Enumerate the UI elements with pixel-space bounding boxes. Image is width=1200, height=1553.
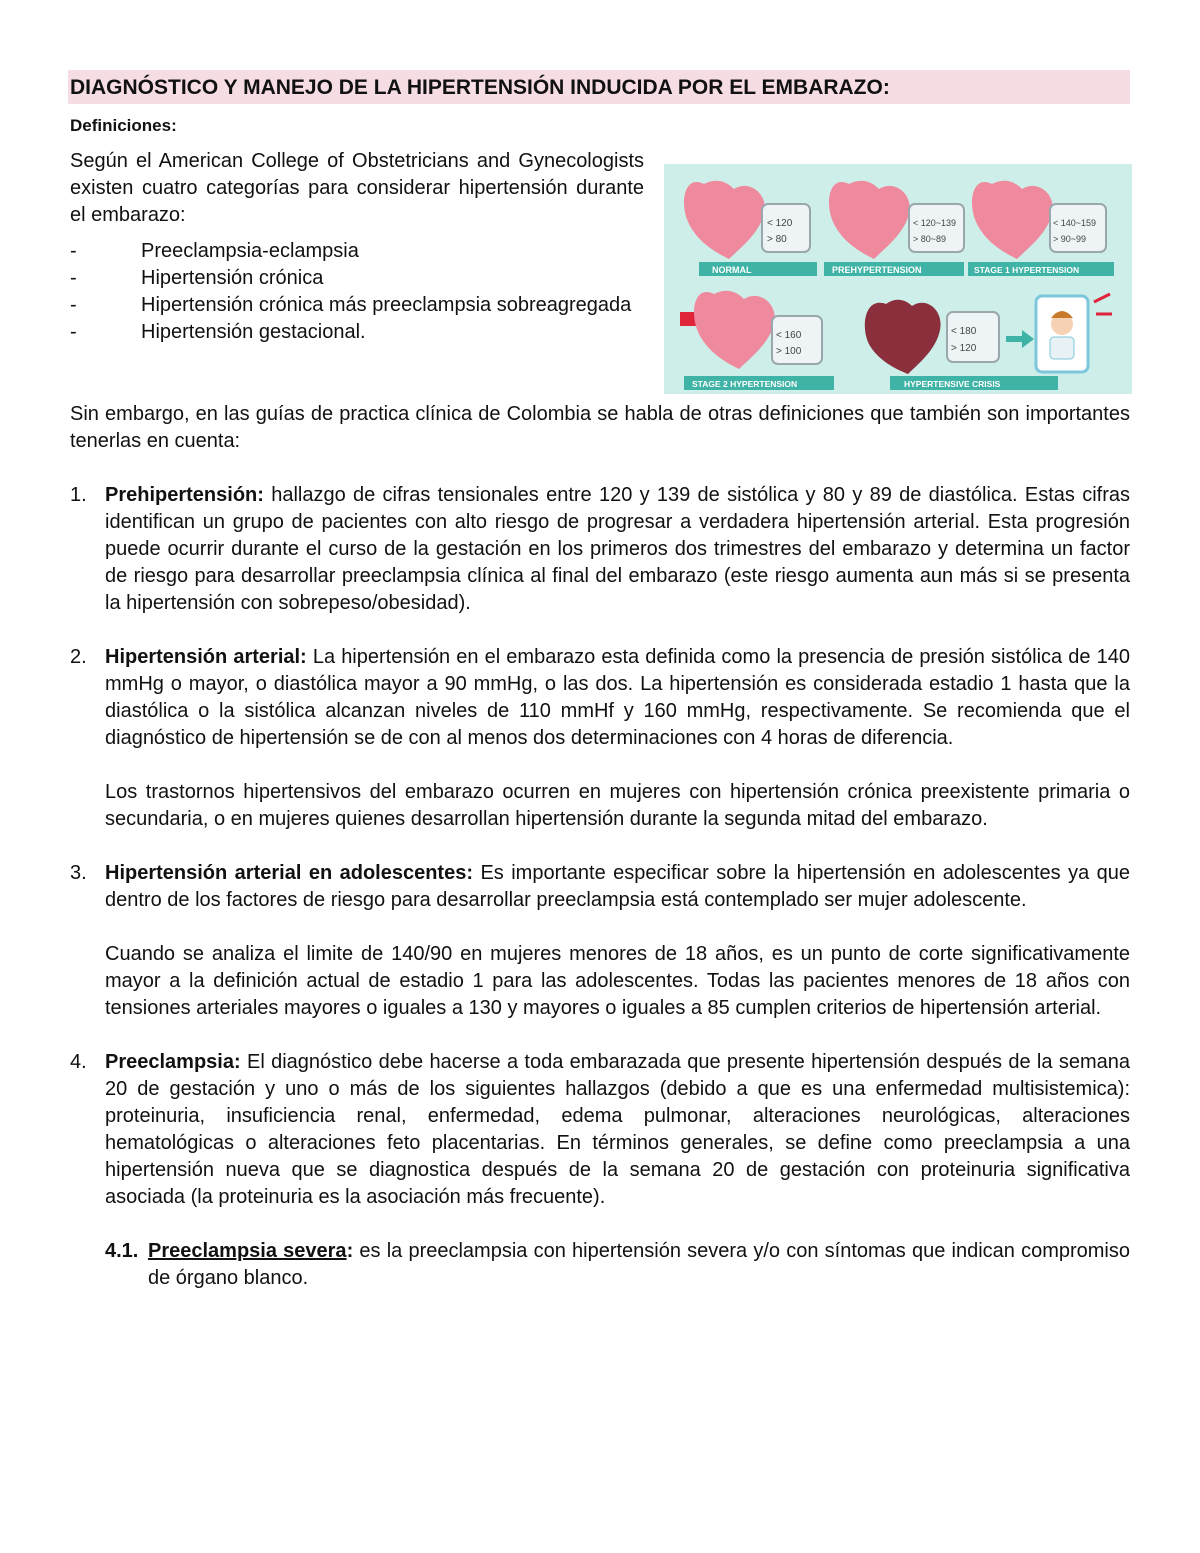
reading-sys: < 120 bbox=[767, 218, 793, 229]
item-term: Hipertensión arterial en adolescentes: bbox=[105, 862, 473, 884]
reading-sys: < 160 bbox=[776, 330, 802, 341]
heart-icon bbox=[684, 181, 765, 259]
item-term: Preeclampsia: bbox=[105, 1051, 241, 1073]
red-card-icon bbox=[680, 312, 696, 326]
sub-list-item bbox=[70, 1238, 1130, 1292]
list-item bbox=[70, 319, 644, 346]
subitem-number: 4.1. bbox=[105, 1240, 139, 1262]
blood-pressure-illustration bbox=[664, 164, 1132, 394]
dash-bullet: - bbox=[70, 294, 77, 316]
page-title: DIAGNÓSTICO Y MANEJO DE LA HIPERTENSIÓN INDUCIDA POR EL EMBARAZO: bbox=[68, 70, 1130, 104]
item-term: Prehipertensión: bbox=[105, 484, 264, 506]
category-text: Hipertensión crónica bbox=[141, 267, 324, 289]
list-item bbox=[70, 265, 644, 292]
list-item bbox=[70, 644, 1130, 833]
subitem-term: Preeclampsia severa bbox=[148, 1240, 347, 1262]
definitions-list bbox=[70, 482, 1130, 1292]
reading-dia: > 120 bbox=[951, 343, 977, 354]
category-text: Hipertensión crónica más preeclampsia sobreagregada bbox=[141, 294, 632, 316]
item-text: Es importante especificar sobre la hipertensión en adolescentes ya que dentro de los factores de riesgo para desarrollar preeclampsia está contemplado ser mujer adolescente. bbox=[105, 862, 1131, 911]
alert-icon bbox=[1094, 294, 1112, 314]
reading-sys: < 120~139 bbox=[913, 218, 957, 228]
definitions-heading: Definiciones: bbox=[70, 116, 177, 135]
list-item bbox=[70, 860, 1130, 1022]
panel-prehypertension bbox=[824, 181, 964, 276]
categories-list bbox=[70, 238, 644, 346]
item-number: 4. bbox=[70, 1051, 87, 1073]
reading-dia: > 90~99 bbox=[1053, 234, 1087, 244]
panel-label: PREHYPERTENSION bbox=[832, 265, 922, 275]
reading-sys: < 140~159 bbox=[1053, 218, 1097, 228]
subitem-text: es la preeclampsia con hipertensión severa y/o con síntomas que indican compromiso de órgano blanco. bbox=[148, 1240, 1130, 1289]
item-number: 3. bbox=[70, 862, 87, 884]
reading-dia: > 80 bbox=[767, 234, 787, 245]
item-number: 2. bbox=[70, 646, 87, 668]
list-item bbox=[70, 292, 644, 319]
subitem-colon: : bbox=[346, 1240, 354, 1262]
item-number: 1. bbox=[70, 484, 87, 506]
bp-monitor-icon bbox=[947, 312, 999, 362]
panel-label: STAGE 2 HYPERTENSION bbox=[692, 379, 798, 389]
panel-label: NORMAL bbox=[712, 265, 752, 275]
list-item bbox=[70, 238, 644, 265]
bp-monitor-icon bbox=[1050, 204, 1106, 252]
item-text: La hipertensión en el embarazo esta definida como la presencia de presión sistólica de 140 mmHg o mayor, o diastólica mayor a 90 mmHg, o las dos. La hipertensión es considerada estadio 1 hasta que la diastólica o la sistólica alcanzan niveles de 110 mmHf y 160 mmHg, respectivamente. Se recomienda que el diagnóstico de hipertensión se de con al menos dos determinaciones con 4 horas de diferencia. bbox=[105, 646, 1130, 749]
list-item bbox=[70, 1049, 1130, 1211]
bp-monitor-icon bbox=[909, 204, 964, 252]
heart-icon bbox=[694, 291, 775, 369]
item-term: Hipertensión arterial: bbox=[105, 646, 307, 668]
dash-bullet: - bbox=[70, 321, 77, 343]
category-text: Preeclampsia-eclampsia bbox=[141, 240, 359, 262]
reading-sys: < 180 bbox=[951, 326, 977, 337]
panel-label: HYPERTENSIVE CRISIS bbox=[904, 379, 1001, 389]
heart-icon bbox=[972, 181, 1053, 259]
sin-embargo-paragraph: Sin embargo, en las guías de practica clínica de Colombia se habla de otras definiciones que también son importantes tenerlas en cuenta: bbox=[70, 403, 1130, 452]
arrow-icon bbox=[1006, 330, 1034, 348]
intro-paragraph: Según el American College of Obstetricians and Gynecologists existen cuatro categorías para considerar hipertensión durante el embarazo: bbox=[70, 150, 644, 226]
panel-normal bbox=[684, 181, 817, 276]
panel-label: STAGE 1 HYPERTENSION bbox=[974, 265, 1080, 275]
dash-bullet: - bbox=[70, 240, 77, 262]
heart-icon bbox=[829, 181, 910, 259]
panel-crisis bbox=[865, 294, 1112, 390]
item-text: hallazgo de cifras tensionales entre 120 y 139 de sistólica y 80 y 89 de diastólica. Estas cifras identifican un grupo de pacientes con alto riesgo de progresar a verdadera hipertensión arterial. Esta progresión puede ocurrir durante el curso de la gestación en los primeros dos trimestres del embarazo y determina un factor de riesgo para desarrollar preeclampsia clínica al final del embarazo (este riesgo aumenta aun más si se presenta la hipertensión con sobrepeso/obesidad). bbox=[105, 484, 1130, 614]
item-text: El diagnóstico debe hacerse a toda embarazada que presente hipertensión después de la semana 20 de gestación y uno o más de los siguientes hallazgos (debido a que es una enfermedad multisistemica): proteinuria, insuficiencia renal, enfermedad, edema pulmonar, alteraciones neurológicas, alteraciones hematológicas o alteraciones feto placentarias. En términos generales, se define como preeclampsia a una hipertensión nueva que se diagnostica después de la semana 20 de gestación con proteinuria significativa asociada (la proteinuria es la asociación más frecuente). bbox=[105, 1051, 1130, 1208]
heart-icon bbox=[865, 300, 941, 374]
panel-stage-2 bbox=[680, 291, 834, 390]
category-text: Hipertensión gestacional. bbox=[141, 321, 366, 343]
reading-dia: > 100 bbox=[776, 346, 802, 357]
item-extra-paragraph: Cuando se analiza el limite de 140/90 en mujeres menores de 18 años, es un punto de corte significativamente mayor a la definición actual de estadio 1 para las adolescentes. Todas las pacientes menores de 18 años con tensiones arteriales mayores o iguales a 130 y mayores o iguales a 85 cumplen criterios de hipertensión arterial. bbox=[105, 943, 1130, 1019]
panel-stage-1 bbox=[968, 181, 1114, 276]
reading-dia: > 80~89 bbox=[913, 234, 947, 244]
item-extra-paragraph: Los trastornos hipertensivos del embarazo ocurren en mujeres con hipertensión crónica preexistente primaria o secundaria, o en mujeres quienes desarrollan hipertensión durante la segunda mitad del embarazo. bbox=[105, 781, 1130, 830]
dash-bullet: - bbox=[70, 267, 77, 289]
list-item bbox=[70, 482, 1130, 617]
